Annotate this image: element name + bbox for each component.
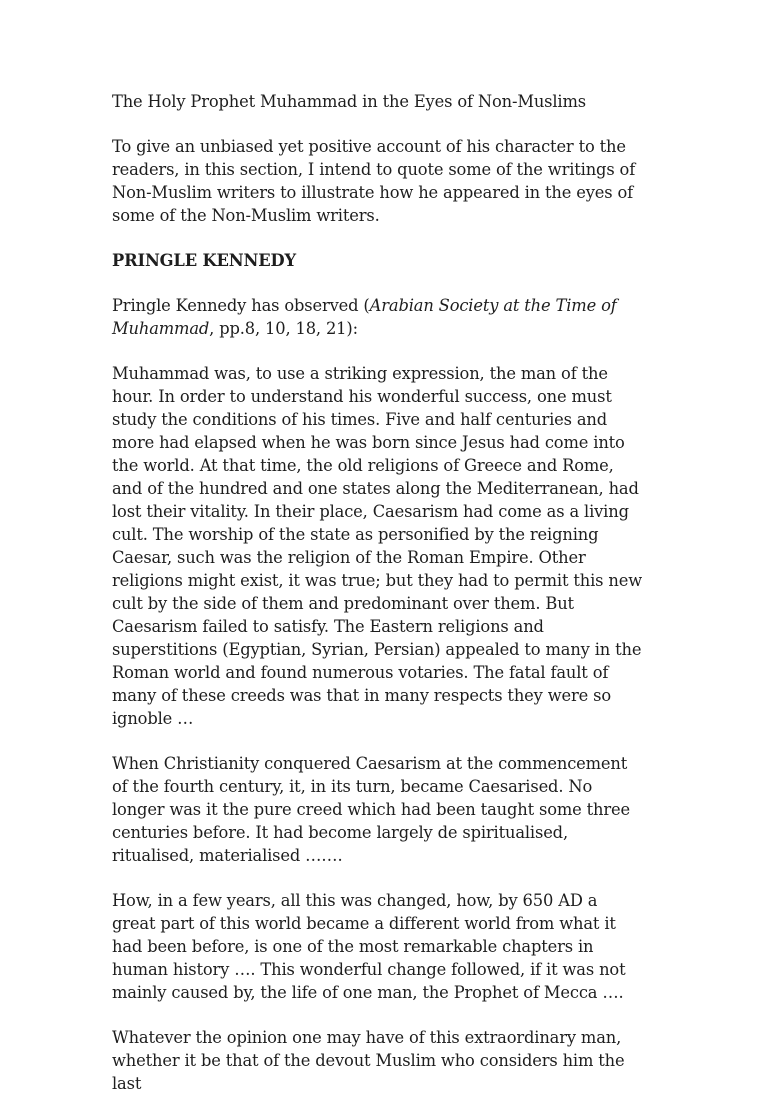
body-paragraph: When Christianity conquered Caesarism at the commencement of the fourth century, it, in its turn, became Caesarised. No longer was it the pure creed which had been taught some three centuries before. It had become largely de spiritualised, ritualised, materialised ……. [112,754,630,865]
intro-paragraph: To give an unbiased yet positive account of his character to the readers, in this section, I intend to quote some of the writings of Non-Muslim writers to illustrate how he appeared in the eyes of some of the Non-Muslim writers. [112,137,636,225]
body-paragraph: Muhammad was, to use a striking expression, the man of the hour. In order to understand his wonderful success, one must study the conditions of his times. Five and half centuries and more had elapsed when he was born since Jesus had come into the world. At that time, the old religions of Greece and Rome, and of the hundred and one states along the Mediterranean, had lost their vitality. In their place, Caesarism had come as a living cult. The worship of the state as personified by the reigning Caesar, such was the religion of the Roman Empire. Other religions might exist, it was true; but they had to permit this new cult by the side of them and predominant over them. But Caesarism failed to satisfy. The Eastern religions and superstitions (Egyptian, Syrian, Persian) appealed to many in the Roman world and found numerous votaries. The fatal fault of many of these creeds was that in many respects they were so ignoble … [112,364,642,728]
body-paragraph: How, in a few years, all this was changed, how, by 650 AD a great part of this world became a different world from what it had been before, is one of the most remarkable chapters in human history …. This wonderful change followed, if it was not mainly caused by, the life of one man, the Prophet of Mecca …. [112,891,626,1002]
citation-lead: Pringle Kennedy has observed ( [112,296,370,315]
document-title: The Holy Prophet Muhammad in the Eyes of Non-Muslims [112,92,586,111]
body-paragraph: Whatever the opinion one may have of this extraordinary man, whether it be that of the devout Muslim who considers him the last [112,1028,625,1093]
citation-paragraph [112,294,642,340]
section-heading: PRINGLE KENNEDY [112,251,296,270]
citation-work-title: Arabian Society at the Time of Muhammad [112,296,617,338]
citation-tail: , pp.8, 10, 18, 21): [209,319,358,338]
document-page [112,90,642,1117]
